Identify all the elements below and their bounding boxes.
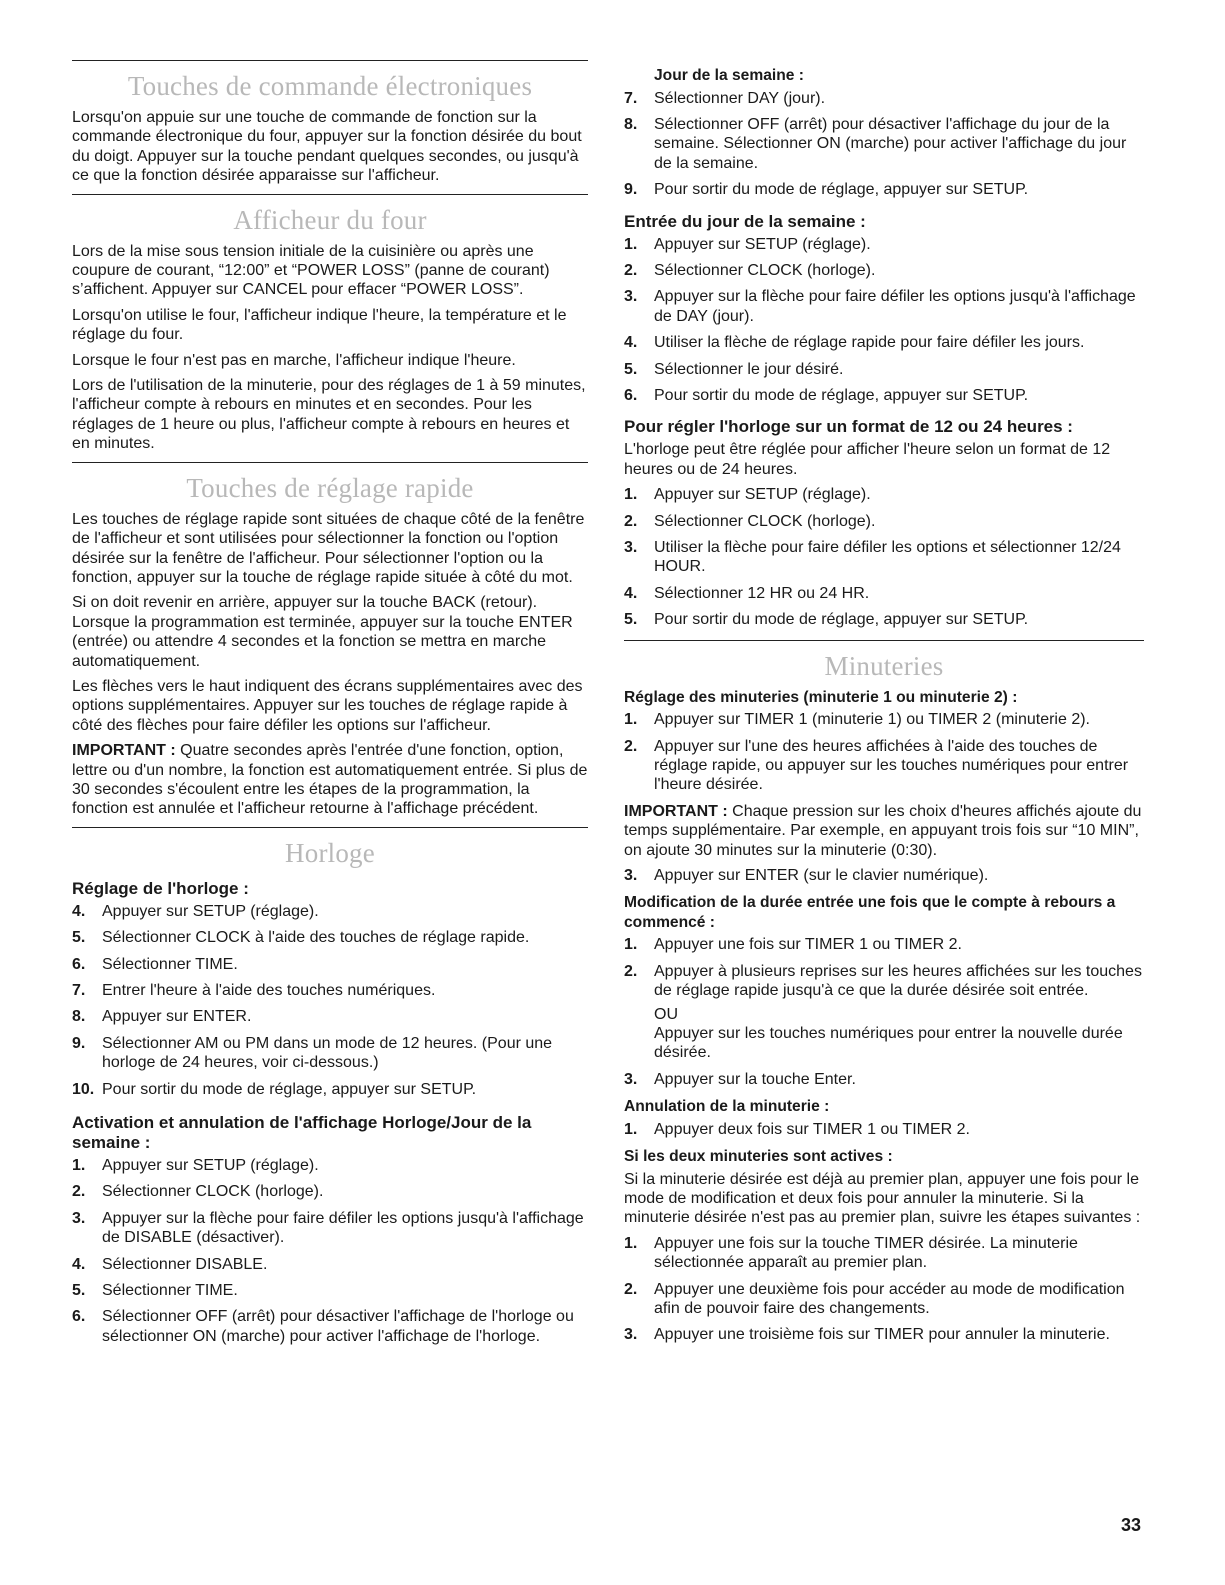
step-number: 3. [624, 288, 638, 306]
list-item [624, 512, 1144, 531]
left-column [72, 60, 588, 1353]
important-note [624, 802, 1144, 860]
paragraph: L'horloge peut être réglée pour afficher l'heure selon un format de 12 heures ou de 24 heures. [624, 441, 1111, 478]
paragraph: Si on doit revenir en arrière, appuyer sur la touche BACK (retour). Lorsque la programmation est terminée, appuyer sur la touche ENTER (entrée) ou attendre 4 secondes et la fonction se mettra en marche automatiquement. [72, 594, 573, 670]
step-number: 10. [72, 1080, 95, 1098]
important-label: IMPORTANT : [72, 742, 176, 760]
list-item [624, 287, 1144, 326]
step-text: Appuyer sur SETUP (réglage). [102, 1157, 319, 1175]
step-number: 1. [72, 1157, 86, 1175]
list-item [624, 333, 1144, 352]
step-text: Utiliser la flèche pour faire défiler les options et sélectionner 12/24 HOUR. [654, 539, 1121, 576]
step-number: 5. [624, 611, 638, 629]
paragraph: Lors de l'utilisation de la minuterie, pour des réglages de 1 à 59 minutes, l'afficheur compte à rebours en minutes et en secondes. Pour les réglages de 1 heure ou plus, l'afficheur compte à rebours en heures et en minutes. [72, 377, 586, 453]
subheading-entree-jour: Entrée du jour de la semaine : [624, 211, 866, 231]
list-item [624, 935, 1144, 954]
step-text: Appuyer sur SETUP (réglage). [654, 486, 871, 504]
step-text: Appuyer sur ENTER. [102, 1008, 252, 1026]
step-text: Appuyer sur ENTER (sur le clavier numérique). [654, 866, 989, 884]
section-title-minuteries: Minuteries [824, 650, 944, 681]
step-number: 9. [72, 1034, 86, 1052]
step-number: 7. [72, 982, 86, 999]
step-text: Sélectionner AM ou PM dans un mode de 12 heures. (Pour une horloge de 24 heures, voir ci-dessous.) [102, 1034, 553, 1072]
step-text: Appuyer sur SETUP (réglage). [102, 902, 319, 920]
step-text: Sélectionner CLOCK (horloge). [102, 1183, 324, 1201]
step-text: Appuyer sur l'une des heures affichées à l'aide des touches de réglage rapide, ou appuyer sur les touches numériques pour entrer l'heure désirée. [654, 737, 1129, 794]
list-item [72, 1156, 588, 1175]
step-number: 5. [624, 360, 638, 378]
step-text: Appuyer à plusieurs reprises sur les heures affichées sur les touches de réglage rapide jusqu'à ce que la durée désirée soit entrée. [654, 962, 1142, 1000]
step-number: 3. [624, 866, 638, 884]
paragraph: Lorsqu'on utilise le four, l'afficheur indique l'heure, la température et le réglage du four. [72, 306, 567, 344]
important-text: Chaque pression sur les choix d'heures affichés ajoute du temps supplémentaire. Par exemple, en appuyant trois fois sur “10 MIN”, on ajoute 30 minutes sur la minuterie (0:30). [624, 802, 1142, 859]
steps-list [72, 1156, 588, 1346]
step-number: 1. [624, 1234, 638, 1252]
section-title-horloge: Horloge [285, 837, 375, 868]
list-item [72, 1034, 588, 1073]
paragraph: Si la minuterie désirée est déjà au premier plan, appuyer une fois pour le mode de modification et deux fois pour annuler la minuterie. Si la minuterie désirée n'est pas au premier plan, suivre les étapes suivantes : [624, 1170, 1141, 1227]
step-number: 8. [72, 1008, 86, 1026]
step-text: Sélectionner TIME. [102, 955, 238, 973]
step-text: Appuyer une fois sur TIMER 1 ou TIMER 2. [654, 936, 962, 954]
step-text: Sélectionner CLOCK (horloge). [654, 261, 876, 279]
step-text: Sélectionner DISABLE. [102, 1255, 268, 1273]
steps-list [624, 89, 1144, 200]
paragraph: Lorsqu'on appuie sur une touche de commande de fonction sur la commande électronique du four, appuyer sur la fonction désirée du bout du doigt. Appuyer sur la touche pendant quelques secondes, ou jusqu'à ce que la fonction désirée apparaisse sur l'afficheur. [72, 109, 582, 185]
step-text: Sélectionner le jour désiré. [654, 360, 844, 378]
list-item [72, 928, 588, 947]
step-number: 2. [624, 512, 638, 530]
list-item [624, 360, 1144, 379]
list-item [624, 235, 1144, 254]
list-item [72, 1080, 588, 1099]
page-number: 33 [1120, 1515, 1141, 1535]
divider [624, 640, 1144, 641]
list-item [624, 386, 1144, 405]
step-number: 2. [624, 737, 638, 755]
step-number: 9. [624, 181, 638, 199]
step-text: Appuyer deux fois sur TIMER 1 ou TIMER 2. [654, 1120, 970, 1138]
subheading-reglage-horloge: Réglage de l'horloge : [72, 878, 249, 898]
step-number: 8. [624, 115, 638, 133]
step-text: Sélectionner 12 HR ou 24 HR. [654, 584, 870, 602]
steps-list [624, 485, 1144, 629]
step-number: 2. [624, 261, 638, 279]
step-text: Sélectionner CLOCK (horloge). [654, 512, 876, 530]
list-item [624, 584, 1144, 603]
step-number: 1. [624, 1120, 638, 1138]
divider [72, 194, 588, 195]
step-text: Utiliser la flèche de réglage rapide pour faire défiler les jours. [654, 334, 1085, 352]
step-text: Sélectionner OFF (arrêt) pour désactiver l'affichage de l'horloge ou sélectionner ON (marche) pour activer l'affichage de l'horloge. [102, 1308, 574, 1345]
step-number: 6. [72, 1308, 86, 1326]
list-item [72, 1209, 588, 1248]
subheading-activation-affichage: Activation et annulation de l'affichage Horloge/Jour de la semaine : [72, 1113, 532, 1153]
subheading-reglage-minuteries: Réglage des minuteries (minuterie 1 ou minuterie 2) : [624, 688, 1018, 706]
step-number: 2. [72, 1183, 86, 1201]
list-item [624, 1120, 1144, 1139]
subheading-jour-semaine: Jour de la semaine : [654, 67, 804, 84]
step-text: Sélectionner OFF (arrêt) pour désactiver l'affichage du jour de la semaine. Sélectionner ON (marche) pour activer l'affichage du jour de la semaine. [654, 115, 1127, 172]
important-label: IMPORTANT : [624, 802, 728, 820]
step-text: Pour sortir du mode de réglage, appuyer sur SETUP. [102, 1080, 477, 1098]
step-number: 6. [72, 955, 86, 973]
step-text: Pour sortir du mode de réglage, appuyer sur SETUP. [654, 611, 1029, 629]
step-number: 4. [624, 584, 638, 602]
section-title-afficheur: Afficheur du four [233, 204, 427, 235]
right-column [624, 66, 1144, 1352]
list-item [624, 538, 1144, 577]
list-item [624, 89, 1144, 108]
step-number: 1. [624, 936, 638, 954]
list-item [624, 180, 1144, 199]
paragraph: Lorsque le four n'est pas en marche, l'afficheur indique l'heure. [72, 351, 516, 369]
important-text: Quatre secondes après l'entrée d'une fonction, option, lettre ou d'un nombre, la fonction est automatiquement entrée. Si plus de 30 secondes s'écoulent entre les étapes de la programmation, la fonction est annulée et l'afficheur retourne à l'affichage précédent. [72, 742, 588, 818]
subheading-modification-duree: Modification de la durée entrée une fois que le compte à rebours a commencé : [624, 894, 1116, 931]
divider [72, 60, 588, 61]
step-text: Appuyer sur SETUP (réglage). [654, 235, 871, 253]
section-title-touches-commande: Touches de commande électroniques [127, 71, 533, 101]
or-label: OU [654, 1005, 678, 1023]
list-item [72, 1307, 588, 1346]
list-item [624, 1325, 1144, 1344]
step-number: 3. [624, 1070, 638, 1088]
list-item [72, 981, 588, 1000]
list-item [72, 955, 588, 974]
list-item [624, 710, 1144, 729]
step-text: Pour sortir du mode de réglage, appuyer sur SETUP. [654, 181, 1029, 199]
important-note [72, 741, 588, 819]
step-text: Sélectionner CLOCK à l'aide des touches de réglage rapide. [102, 929, 530, 947]
list-item [624, 115, 1144, 173]
paragraph: Lors de la mise sous tension initiale de la cuisinière ou après une coupure de courant, “12:00” et “POWER LOSS” (panne de courant) s’affichent. Appuyer sur CANCEL pour effacer “POWER LOSS”. [72, 242, 550, 299]
paragraph: Les touches de réglage rapide sont situées de chaque côté de la fenêtre de l'afficheur et sont utilisées pour sélectionner la fonction ou l'option désirée sur la fenêtre de l'afficheur. Pour sélectionner l'option ou la fonction, appuyer sur la touche de réglage rapide située à côté du mot. [72, 510, 585, 586]
alternative-text: Appuyer sur les touches numériques pour entrer la nouvelle durée désirée. [654, 1025, 1123, 1062]
paragraph: Les flèches vers le haut indiquent des écrans supplémentaires avec des options supplémentaires. Appuyer sur les touches de réglage rapide à côté des flèches pour faire défiler les options sur l'afficheur. [72, 677, 583, 734]
step-number: 5. [72, 929, 86, 947]
subheading-format-horloge: Pour régler l'horloge sur un format de 12 ou 24 heures : [624, 417, 1073, 437]
step-number: 3. [624, 1326, 638, 1344]
step-text: Appuyer sur la touche Enter. [654, 1070, 856, 1088]
steps-list [624, 235, 1144, 406]
list-item [72, 1281, 588, 1300]
list-item [624, 485, 1144, 504]
step-number: 7. [624, 89, 638, 107]
subheading-annulation-minuterie: Annulation de la minuterie : [624, 1098, 830, 1116]
step-text: Appuyer une troisième fois sur TIMER pour annuler la minuterie. [654, 1326, 1110, 1344]
section-title-reglage-rapide: Touches de réglage rapide [186, 472, 474, 503]
steps-list [624, 1120, 1144, 1139]
step-text: Appuyer sur la flèche pour faire défiler les options jusqu'à l'affichage de DISABLE (désactiver). [102, 1209, 584, 1247]
list-item [624, 1280, 1144, 1319]
list-item [624, 1234, 1144, 1273]
step-number: 5. [72, 1282, 86, 1300]
step-text: Sélectionner DAY (jour). [654, 89, 826, 107]
list-item [624, 261, 1144, 280]
steps-list [624, 935, 1144, 1089]
step-number: 6. [624, 386, 638, 404]
step-text: Appuyer une fois sur la touche TIMER désirée. La minuterie sélectionnée apparaît au premier plan. [654, 1234, 1078, 1272]
steps-list [624, 710, 1144, 795]
step-number: 1. [624, 711, 638, 729]
step-number: 4. [624, 334, 638, 352]
list-item [72, 1182, 588, 1201]
list-item [624, 962, 1144, 1063]
divider [72, 462, 588, 463]
step-number: 1. [624, 235, 638, 253]
step-text: Entrer l'heure à l'aide des touches numériques. [102, 982, 436, 999]
step-number: 4. [72, 1255, 86, 1273]
list-item [72, 902, 588, 921]
step-text: Sélectionner TIME. [102, 1282, 238, 1300]
step-text: Appuyer une deuxième fois pour accéder au mode de modification afin de pouvoir faire des changements. [654, 1280, 1125, 1318]
divider [72, 827, 588, 828]
step-number: 2. [624, 962, 638, 980]
list-item [624, 610, 1144, 629]
steps-list [624, 1234, 1144, 1345]
list-item [624, 866, 1144, 885]
step-number: 2. [624, 1280, 638, 1298]
step-text: Appuyer sur la flèche pour faire défiler les options jusqu'à l'affichage de DAY (jour). [654, 288, 1136, 325]
list-item [72, 1007, 588, 1026]
step-text: Pour sortir du mode de réglage, appuyer sur SETUP. [654, 386, 1029, 404]
step-text: Appuyer sur TIMER 1 (minuterie 1) ou TIMER 2 (minuterie 2). [654, 711, 1090, 729]
step-number: 1. [624, 486, 638, 504]
list-item [624, 737, 1144, 795]
step-number: 3. [624, 539, 638, 556]
steps-list [624, 866, 1144, 885]
step-number: 3. [72, 1209, 86, 1227]
steps-list [72, 902, 588, 1099]
step-number: 4. [72, 902, 86, 920]
list-item [624, 1070, 1144, 1089]
subheading-deux-minuteries: Si les deux minuteries sont actives : [624, 1148, 893, 1166]
list-item [72, 1255, 588, 1274]
